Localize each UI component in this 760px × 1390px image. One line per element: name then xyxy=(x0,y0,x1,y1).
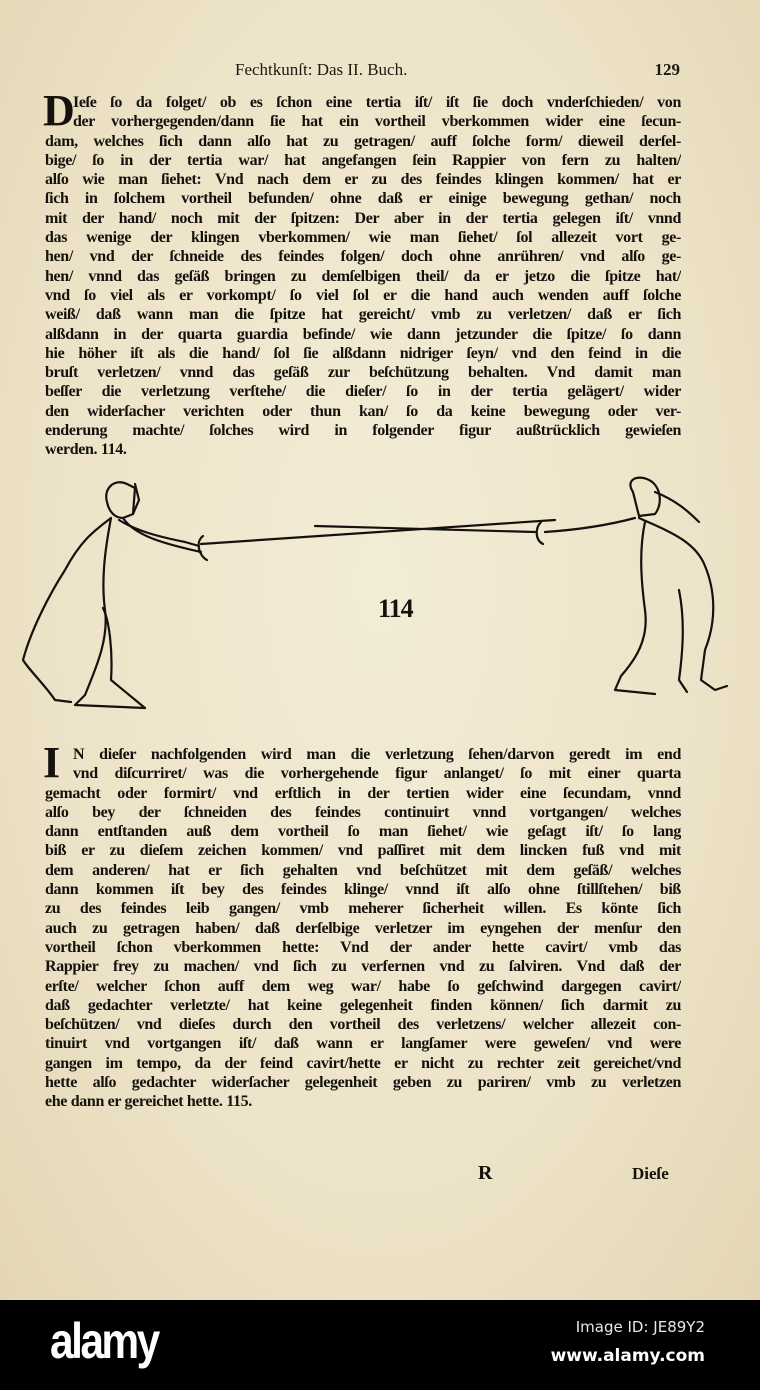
text-line: ehe dann er gereichet hette. 115. xyxy=(45,1093,252,1111)
text-line: erſte/ welcher ſchon auff dem weg war/ habe ſo geſchwind dargegen cavirt/ xyxy=(45,977,681,995)
text-line: hen/ vnnd das geſäß bringen zu demſelbigen theil/ da er jetzo die ſpitze hat/ xyxy=(45,267,681,285)
text-line: tinuirt vnd vortgangen iſt/ daß wann er langſamer were geweſen/ vnd were xyxy=(45,1035,681,1053)
paragraph-2 xyxy=(43,738,681,1112)
text-line: mit der hand/ noch mit der ſpitzen: Der aber in der tertia gelegen iſt/ vnnd xyxy=(45,209,681,227)
page-header xyxy=(0,60,760,84)
text-line: bruſt verletzen/ vnnd das geſäß zur beſchützung behalten. Vnd damit man xyxy=(45,364,681,382)
text-line: dann kommen iſt bey des feindes klinge/ vnnd iſt alſo ohne ſtillſtehen/ biß xyxy=(45,881,681,899)
text-line: Rappier frey zu machen/ vnd ſich zu verfernen vnd zu ſalviren. Vnd daß der xyxy=(45,958,681,976)
text-line: das wenige der klingen vberkommen/ wie man ſiehet/ ſol allezeit vort ge- xyxy=(45,229,681,247)
text-line: alſo bey der ſchneiden des feindes continuirt vnnd vortgangen/ welches xyxy=(45,803,681,821)
catchword: Dieſe xyxy=(632,1164,669,1183)
figure-number: 114 xyxy=(378,594,413,623)
text-line: N dieſer nachfolgenden wird man die verletzung ſehen/darvon geredt im end xyxy=(73,746,681,763)
paragraph-1 xyxy=(43,86,681,460)
text-line: der vorhergegenden/dann ſie hat ein vortheil vberkommen wider eine ſecun- xyxy=(73,113,681,131)
page-number: 129 xyxy=(654,60,680,79)
drop-cap: D xyxy=(43,86,75,135)
text-line: vnd ſo viel als er vorkompt/ ſo viel ſol er die hand auch wenden auff ſolche xyxy=(45,286,681,304)
text-line: bige/ ſo in der tertia war/ hat angefangen ſein Rappier von fern zu halten/ xyxy=(45,151,681,169)
text-line: dam, welches ſich dann alſo hat zu getragen/ auff ſolche form/ dieweil derſel- xyxy=(45,132,681,150)
fencing-illustration xyxy=(15,470,735,730)
text-line: dem anderen/ hat er ſich gehalten vnd beſchützet mit dem geſäß/ welches xyxy=(45,861,681,879)
text-line: zu des feindes leib gangen/ vmb meherer ſicherheit willen. Es könte ſich xyxy=(45,900,681,918)
drop-cap: I xyxy=(43,738,60,787)
text-line: Ieſe ſo da folget/ ob es ſchon eine tertia iſt/ iſt ſie doch vnderſchieden/ von xyxy=(73,94,681,111)
text-line: hie höher iſt als die hand/ ſol ſie alßdann nidriger ſeyn/ vnd den feind in die xyxy=(45,344,681,362)
text-line: weiß/ daß wann man die ſpitze hat gereicht/ vmb zu verletzen/ daß er ſich xyxy=(45,306,681,324)
right-sword xyxy=(315,526,535,532)
text-line: beſchützen/ vnd dieſes durch den vortheil des verletzens/ welcher allezeit con- xyxy=(45,1016,681,1034)
text-line: beſſer die verletzung verſtehe/ die dieſer/ ſo in der tertia gelägert/ wider xyxy=(45,383,681,401)
running-title: Fechtkunſt: Das II. Buch. xyxy=(235,60,408,79)
text-line: werden. 114. xyxy=(45,441,127,459)
text-line: gangen im tempo, da der feind cavirt/hette er nicht zu rechter zeit gereichet/vnd xyxy=(45,1054,681,1072)
signature-mark: R xyxy=(478,1162,493,1184)
text-line: vortheil ſchon vberkommen hette: Vnd der ander hette cavirt/ vmb das xyxy=(45,938,681,956)
text-line: auch zu getragen haben/ daß derſelbige verletzer im eyngehen der menſur den xyxy=(45,919,681,937)
text-line: dann entſtanden auß dem vortheil ſo man ſiehet/ wie geſagt iſt/ ſo lang xyxy=(45,823,681,841)
text-line: gemacht oder formirt/ vnd erſtlich in der tertien wider eine ſecundam, vnnd xyxy=(45,784,681,802)
text-line: hen/ vnd der ſchneide des feindes folgen/ doch ohne anrühren/ vnd alſo ge- xyxy=(45,248,681,266)
text-line: alſo wie man ſiehet: Vnd nach dem er zu des feindes klingen kommen/ hat er xyxy=(45,171,681,189)
right-fencer-figure xyxy=(545,478,727,694)
left-fencer-figure xyxy=(23,482,201,708)
watermark-footer xyxy=(0,1300,760,1390)
site-url: www.alamy.com xyxy=(550,1346,705,1366)
brand-logo: alamy xyxy=(50,1313,158,1369)
text-line: daß gedachter verletzte/ hat keine gelegenheit finden können/ ſich darmit zu xyxy=(45,996,681,1014)
text-line: ſich in ſolchem vortheil befunden/ ohne daß er einige bewegung gethan/ noch xyxy=(45,190,681,208)
image-id: Image ID: JE89Y2 xyxy=(575,1318,705,1336)
text-line: vnd diſcurriret/ was die vorhergehende figur anlanget/ ſo mit einer quarta xyxy=(73,765,681,783)
text-line: alßdann in der quarta guardia befinde/ wie dann jetzunder die ſpitze/ ſo dann xyxy=(45,325,681,343)
text-line: enderung machte/ ſolches wird in folgender figur außtrücklich gewieſen xyxy=(45,422,681,440)
text-line: den widerſacher verichten oder thun kan/ ſo da keine bewegung oder ver- xyxy=(45,402,681,420)
text-line: biß er zu dieſem zeichen kommen/ vnd paſſiret mit dem lincken fuß vnd mit xyxy=(45,842,681,860)
text-line: hette alſo gedachter widerſacher gelegenheit geben zu pariren/ vmb zu verletzen xyxy=(45,1074,681,1092)
